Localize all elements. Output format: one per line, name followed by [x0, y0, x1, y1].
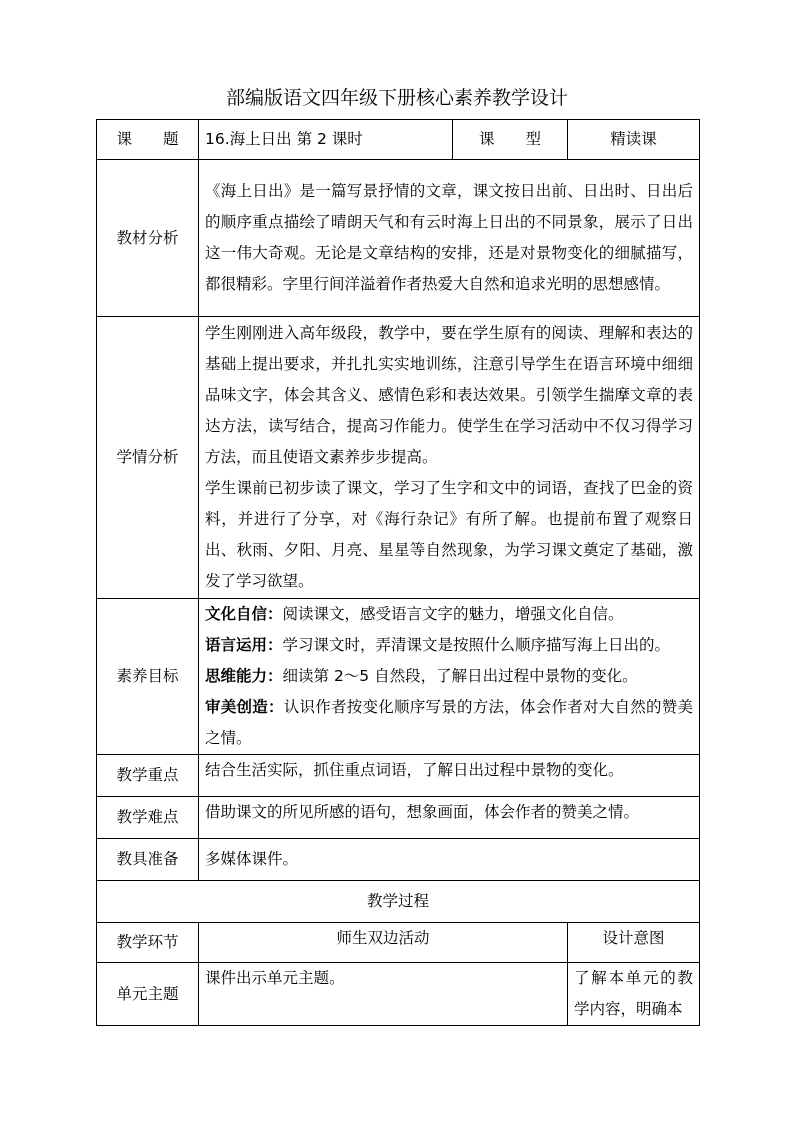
- unit-theme-label: 单元主题: [97, 963, 199, 1026]
- goal-text: 细读第 2～5 自然段，了解日出过程中景物的变化。: [282, 667, 638, 685]
- key-points-row: [97, 755, 700, 797]
- process-heading-row: [97, 881, 700, 923]
- type-value: 精读课: [568, 120, 700, 160]
- unit-theme-activity: 课件出示单元主题。: [199, 963, 568, 1026]
- process-columns-row: [97, 923, 700, 963]
- goal-heading: 语言运用：: [205, 636, 283, 654]
- goal-text: 学习课文时，弄清课文是按照什么顺序描写海上日出的。: [282, 636, 671, 654]
- literacy-goals-label: 素养目标: [97, 599, 199, 755]
- stage-column-header: 教学环节: [97, 923, 199, 963]
- unit-theme-intent: 了解本单元的教学内容，明确本: [568, 963, 700, 1026]
- goal-item: [205, 599, 693, 630]
- materials-row: [97, 839, 700, 881]
- document-title: 部编版语文四年级下册核心素养教学设计: [225, 87, 568, 109]
- goal-heading: 文化自信：: [205, 605, 283, 623]
- activity-column-header: 师生双边活动: [199, 923, 568, 963]
- key-points-text: 结合生活实际，抓住重点词语，了解日出过程中景物的变化。: [199, 755, 700, 797]
- unit-theme-row: [97, 963, 700, 1026]
- difficulties-label: 教学难点: [97, 797, 199, 839]
- learner-analysis-label: 学情分析: [97, 317, 199, 599]
- goal-heading: 思维能力：: [205, 667, 283, 685]
- header-row: [97, 120, 700, 160]
- learner-analysis-para-2: 学生课前已初步读了课文，学习了生字和文中的词语，查找了巴金的资料，并进行了分享，对《海行杂记》有所了解。也提前布置了观察日出、秋雨、夕阳、月亮、星星等自然现象，为学习课文奠定了基础，激发了学习欲望。: [205, 479, 693, 590]
- learner-analysis-row: [97, 317, 700, 599]
- intent-column-header: 设计意图: [568, 923, 700, 963]
- goal-heading: 审美创造：: [205, 698, 284, 716]
- type-label: 课 型: [453, 120, 568, 160]
- goal-item: [205, 630, 693, 661]
- materials-text: 多媒体课件。: [199, 839, 700, 881]
- textbook-analysis-row: [97, 160, 700, 317]
- lesson-plan-table: [96, 119, 700, 1026]
- goal-text: 阅读课文，感受语言文字的魅力，增强文化自信。: [282, 605, 624, 623]
- goal-item: [205, 661, 693, 692]
- materials-label: 教具准备: [97, 839, 199, 881]
- key-points-label: 教学重点: [97, 755, 199, 797]
- topic-value: 16.海上日出 第 2 课时: [199, 120, 453, 160]
- literacy-goals-row: [97, 599, 700, 755]
- difficulties-text: 借助课文的所见所感的语句，想象画面，体会作者的赞美之情。: [199, 797, 700, 839]
- goal-item: [205, 692, 693, 754]
- literacy-goals-list: [199, 599, 700, 755]
- difficulties-row: [97, 797, 700, 839]
- goal-text: 认识作者按变化顺序写景的方法，体会作者对大自然的赞美之情。: [205, 698, 693, 747]
- textbook-analysis-label: 教材分析: [97, 160, 199, 317]
- learner-analysis-para-1: 学生刚刚进入高年级段，教学中，要在学生原有的阅读、理解和表达的基础上提出要求，并扎扎实实地训练，注意引导学生在语言环境中细细品味文字，体会其含义、感情色彩和表达效果。引领学生揣摩文章的表达方法，读写结合，提高习作能力。使学生在学习活动中不仅习得学习方法，而且使语文素养步步提高。: [205, 324, 693, 466]
- process-heading: 教学过程: [97, 881, 700, 923]
- topic-label: 课 题: [97, 120, 199, 160]
- textbook-analysis-text: 《海上日出》是一篇写景抒情的文章，课文按日出前、日出时、日出后的顺序重点描绘了晴朗天气和有云时海上日出的不同景象，展示了日出这一伟大奇观。无论是文章结构的安排，还是对景物变化的细腻描写，都很精彩。字里行间洋溢着作者热爱大自然和追求光明的思想感情。: [199, 160, 700, 317]
- learner-analysis-cell: [199, 317, 700, 599]
